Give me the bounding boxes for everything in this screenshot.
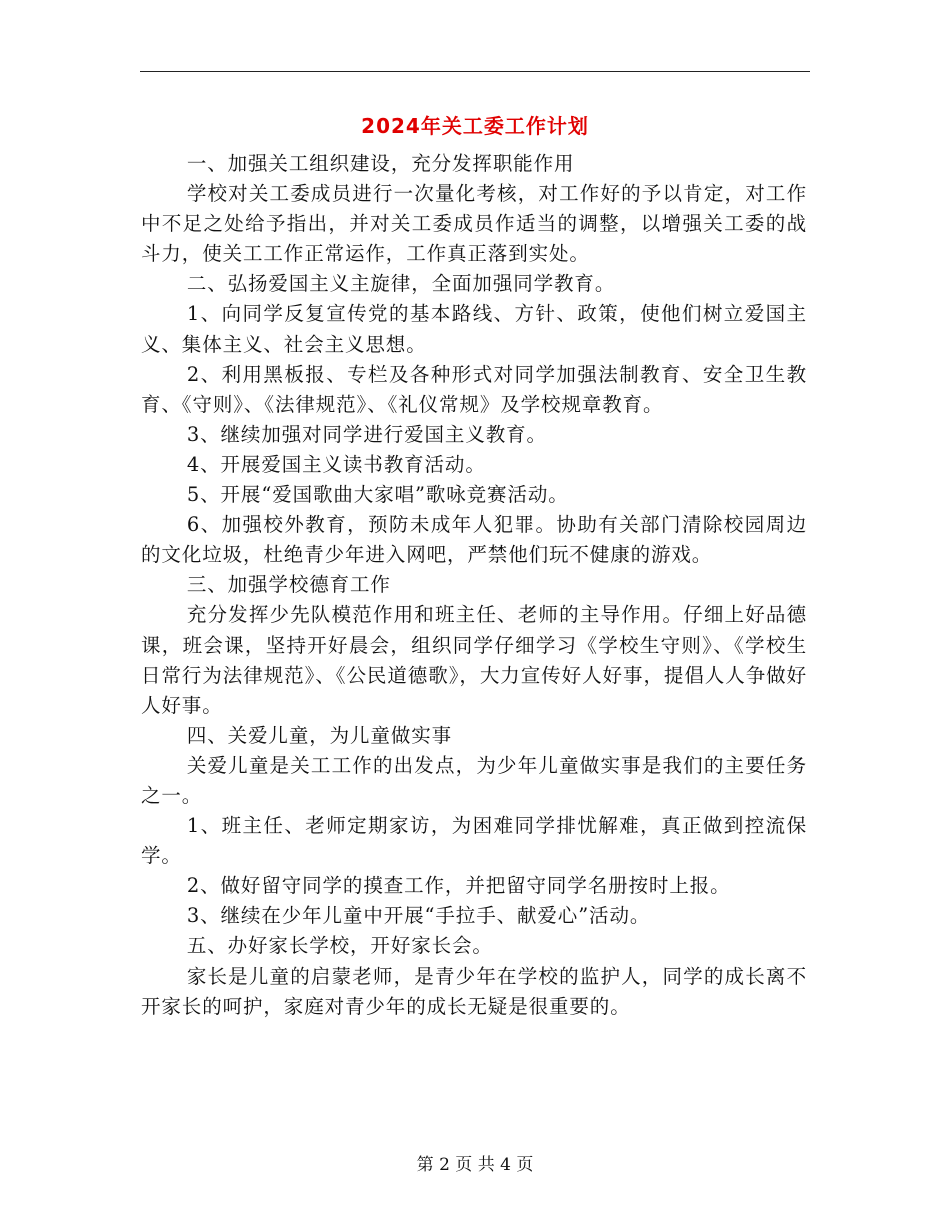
list-item: 3、继续在少年儿童中开展“手拉手、献爱心”活动。 xyxy=(186,904,651,928)
header-rule xyxy=(140,71,810,72)
list-item: 1、班主任、老师定期家访，为困难同学排忧解难，真正做到控流保学。 xyxy=(141,814,807,868)
list-item: 2、做好留守同学的摸查工作，并把留守同学名册按时上报。 xyxy=(186,874,731,898)
list-item: 5、开展“爱国歌曲大家唱”歌咏竞赛活动。 xyxy=(186,483,569,507)
list-item: 2、利用黑板报、专栏及各种形式对同学加强法制教育、安全卫生教育、《守则》、《法律规范》、《礼仪常规》及学校规章教育。 xyxy=(141,362,807,416)
section-heading-1: 一、加强关工组织建设，充分发挥职能作用 xyxy=(186,152,575,175)
section-heading-5: 五、办好家长学校，开好家长会。 xyxy=(186,934,493,958)
list-item: 4、开展爱国主义读书教育活动。 xyxy=(186,452,486,476)
paragraph: 学校对关工委成员进行一次量化考核，对工作好的予以肯定，对工作中不足之处给予指出，并对关工委成员作适当的调整，以增强关工委的战斗力，使关工工作正常运作，工作真正落到实处。 xyxy=(141,182,807,266)
document-title: 2024年关工委工作计划 xyxy=(361,114,589,138)
list-item: 6、加强校外教育，预防未成年人犯罪。协助有关部门清除校园周边的文化垃圾，杜绝青少年进入网吧，严禁他们玩不健康的游戏。 xyxy=(141,513,807,567)
list-item: 3、继续加强对同学进行爱国主义教育。 xyxy=(186,422,547,446)
list-item: 1、向同学反复宣传党的基本路线、方针、政策，使他们树立爱国主义、集体主义、社会主义思想。 xyxy=(141,302,807,356)
paragraph: 家长是儿童的启蒙老师，是青少年在学校的监护人，同学的成长离不开家长的呵护，家庭对青少年的成长无疑是很重要的。 xyxy=(141,964,807,1018)
section-heading-2: 二、弘扬爱国主义主旋律，全面加强同学教育。 xyxy=(186,272,616,296)
document-body xyxy=(141,149,807,1022)
paragraph: 充分发挥少先队模范作用和班主任、老师的主导作用。仔细上好品德课，班会课，坚持开好晨会，组织同学仔细学习《学校生守则》、《学校生日常行为法律规范》、《公民道德歌》，大力宣传好人好事，提倡人人争做好人好事。 xyxy=(141,603,807,717)
section-heading-3: 三、加强学校德育工作 xyxy=(186,573,391,597)
page-footer: 第 2 页 共 4 页 xyxy=(416,1155,534,1175)
paragraph: 关爱儿童是关工工作的出发点，为少年儿童做实事是我们的主要任务之一。 xyxy=(141,753,807,807)
section-heading-4: 四、关爱儿童，为儿童做实事 xyxy=(186,723,453,747)
